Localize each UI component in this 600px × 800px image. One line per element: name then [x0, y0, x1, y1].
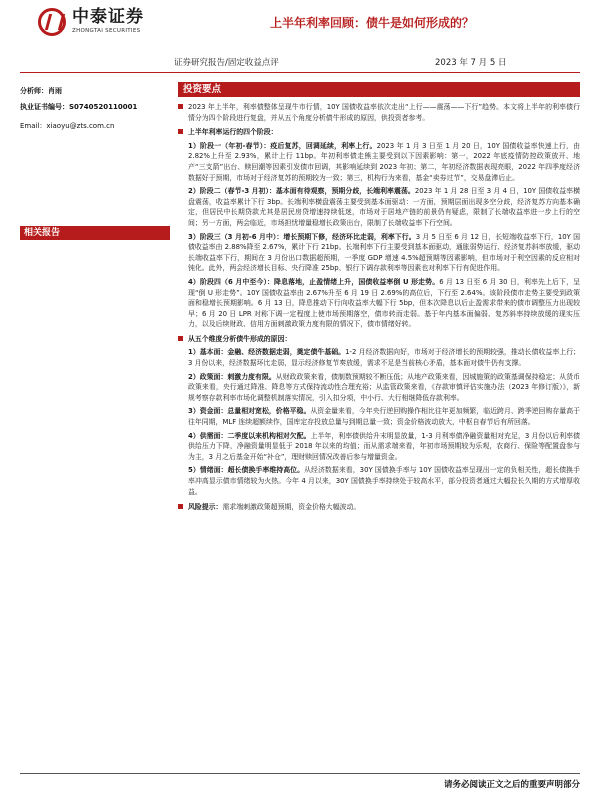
report-header: [0, 0, 600, 80]
stages-lead: [178, 127, 580, 138]
sidebar: [20, 86, 170, 131]
stage-text: 3 月 5 日至 6 月 12 日，长短端收益率下行，10Y 国债收益率由 2.88%降至 2.67%，累计下行 21bp。长端利率下行主要受到基本面驱动，通胀弱势运行、经济复苏斜率放缓，驱动长端收益率下行，期间在 3 月份出口数据超预期，一季度 GDP 增速 4.5%超预期等因素影响，但市场对于利空因素的反应相对钝化。此外，两会经济增长目标、央行降准 25bp、银行下调存款利率等因素也对利率下行有促进作用。: [188, 232, 581, 273]
reason-item: [178, 347, 580, 368]
bullet-square-icon: [178, 504, 183, 509]
related-reports-heading: 相关报告: [20, 226, 170, 240]
stage-item: [178, 232, 580, 274]
reason-text: 从经济数据来看，30Y 国债换手率与 10Y 国债收益率呈现出一定的负相关性，超长债换手率冲高显示债市情绪较为火热。今年 4 月以来，30Y 国债换手率持续处于较高水平，部分投资者通过大幅拉长久期的方式增厚收益。: [188, 466, 580, 496]
reason-item: [178, 406, 580, 427]
report-title: 上半年利率回顾：债牛是如何形成的？: [270, 16, 475, 30]
reason-text: 上半年，利率债供给升末明显放量，1-3 月利率债净融资量相对充足，3 月份以后利率债供给压力下降，净融资量明显低于 2018 年以来的均值；而从需求端来看，年初市场预期较为乐观，农商行、保险等配置盘参与为主，3 月之后基金开始“补仓”，理财赎回情况改善后参与增量资金。: [188, 431, 580, 461]
header-divider: [20, 72, 580, 73]
stage-item: [178, 141, 580, 183]
reasons-lead-text: 从五个维度分析债牛形成的原因：: [188, 334, 292, 343]
section-title: 投资要点: [178, 82, 580, 97]
reason-item: [178, 431, 580, 463]
reason-heading: 3）资金面：总量相对宽松，价格平稳。: [188, 407, 311, 416]
footer-divider: [20, 773, 580, 774]
analyst-name: 分析师：肖雨: [20, 87, 62, 95]
reason-item: [178, 372, 580, 404]
stage-heading: 2）阶段二（春节-3 月初）：基本面有待观察，预期分歧，长端利率震荡。: [188, 187, 415, 196]
report-type: 证券研究报告/固定收益点评: [174, 58, 279, 68]
reason-heading: 2）政策面：刺激力度有限。: [188, 372, 276, 381]
stage-heading: 3）阶段三（3 月初-6 月中）：增长预期下修，经济环比走弱，利率下行。: [188, 232, 416, 241]
footer-disclaimer: 请务必阅读正文之后的重要声明部分: [443, 780, 580, 790]
stage-text: 6 月 13 日至 6 月 30 日，利率先上后下，呈现“倒 U 形走势”。10Y 国债收益率由 2.67%升至 6 月 19 日 2.69%的高位后，下行至 2.64%。该阶段债市走势主要受到政策面和稳增长预期影响。6 月 13 日，降息推动下行向收益率大幅下行 5bp，但本次降息以后止盈需求带来的债市调整压力出现较早；6 月 20 日 LPR 对称下调一定程度上使市场预期落空，债市转而走弱。基于年内基本面偏弱、复苏斜率持续放缓的现实压力，以及后续财政、信用方面刺激政策力度有限的情况下，债市情绪好转。: [188, 277, 580, 329]
intro-text: 2023 年上半年，利率债整体呈现牛市行情，10Y 国债收益率依次走出“上行——震荡——下行”趋势。本文将上半年的利率债行情分为四个阶段进行复盘，并从五个角度分析债牛形成的原因，供投资者参考。: [188, 103, 580, 122]
stage-heading: 1）阶段一（年初-春节）：疫后复苏，回调延续，利率上行。: [188, 141, 377, 150]
intro-paragraph: [178, 102, 580, 123]
reason-text: 1-2 月经济数据向好，市场对于经济增长的预期较强，推动长债收益率上行；3 月份以来，经济数据环比走弱，显示经济修复节奏放缓，需求不足是当前核心矛盾，基本面对债牛仍有支撑。: [188, 348, 580, 368]
reason-heading: 1）基本面：金融、经济数据走弱，奠定债牛基础。: [188, 348, 346, 357]
reason-text: 从财政政策来看，债制数预期较不断压低；从地产政策来看，因城施策的政策基调保持稳定；从货币政策来看，央行通过降准、降息等方式保持流动性合理充裕；从监管政策来看，《存款审慎评估实施办法（2023 年修订版）》，新规考察存款利率市场化调整机制落实情况，引入扣分项，中小行、大行相继降低存款利率。: [188, 372, 581, 402]
stages-lead-text: 上半年利率运行的四个阶段：: [188, 128, 278, 137]
risk-heading: 风险提示：: [188, 503, 223, 512]
report-date: 2023 年 7 月 5 日: [435, 58, 507, 68]
reasons-lead: [178, 334, 580, 345]
stage-item: [178, 186, 580, 228]
reason-text: 从资金量来看，今年央行逆回购操作相比往年更加频繁，临近跨月、跨季逆回购存量高于往年同期，MLF 连续超额续作，国库定存投放总量与到期总量一致；资金价格波动放大，中枢自春节后有所回落。: [188, 407, 581, 427]
reason-heading: 5）情绪面：超长债换手率维持高位。: [188, 466, 305, 475]
analyst-license: 执业证书编号：S0740520110001: [20, 103, 138, 111]
main-content: [178, 82, 580, 513]
analyst-email[interactable]: Email：xiaoyu@zts.com.cn: [20, 122, 115, 130]
company-name-cn: 中泰证券: [72, 7, 144, 28]
reason-item: [178, 465, 580, 497]
risk-text: 需求端刺激政策超预期，资金价格大幅波动。: [222, 503, 361, 512]
stage-text: 2023 年 1 月 3 日至 1 月 20 日，10Y 国债收益率快速上行，由 2.82%上升至 2.93%，累计上行 11bp。年初利率债走熊主要受到以下因素影响：第一，2022 年底疫情防控政策放开、地产“三支箭”出台、赎回潮等因素引发债市回调，其影响延续到 2023 年初；第二，年初经济数据表现亮眼，2022 年四季度经济数据好于预期，市场对于经济复苏的预期较为一致；第三，机构行为来看，基金“卖券过节”，交易盘滞后止。: [188, 141, 580, 182]
stage-item: [178, 277, 580, 330]
company-name-en: ZHONGTAI SECURITIES: [72, 28, 141, 35]
bullet-square-icon: [178, 129, 183, 134]
company-logo: [38, 8, 144, 36]
bullet-square-icon: [178, 336, 183, 341]
risk-warning: [178, 502, 580, 513]
reason-heading: 4）供需面：二季度以来机构相对欠配。: [188, 431, 311, 440]
bullet-square-icon: [178, 104, 183, 109]
stage-text: 2023 年 1 月 28 日至 3 月 4 日，10Y 国债收益率横盘震荡，收益率累计下行 3bp。长端利率横盘震荡主要受到基本面驱动：一方面，预期层面出现多空分歧，经济复苏方向基本确定，但居民中长期贷款尤其是居民房贷增速持续低迷，市场对于居地产链的前景仍有疑虑，限制了长端收益率进一步上行的空间；另一方面，两会临近，市场担忧增量稳增长政策出台，限制了长端收益率下行空间。: [188, 187, 580, 227]
zhongtai-logo-icon: [38, 8, 66, 36]
stage-heading: 4）阶段四（6 月中至今）：降息落地，止盈情绪上升，国债收益率倒 U 形走势。: [188, 277, 440, 286]
